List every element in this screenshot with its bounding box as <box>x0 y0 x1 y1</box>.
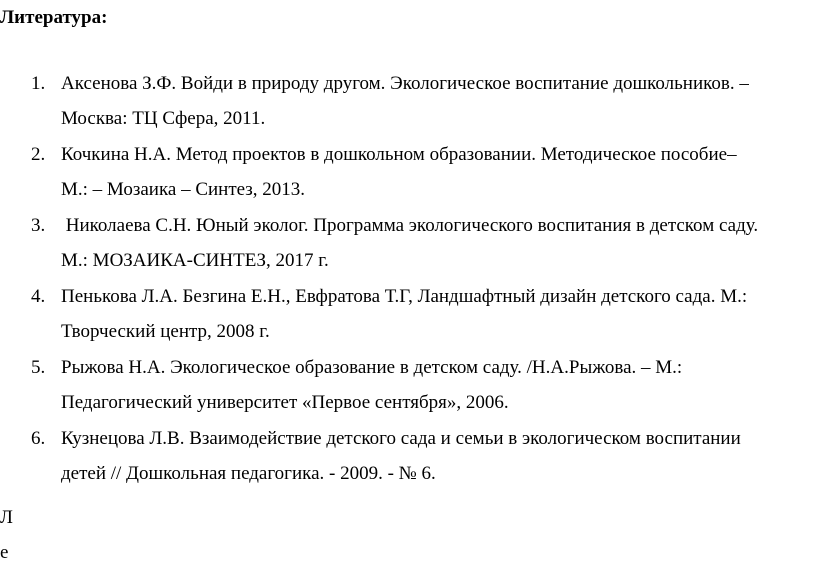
list-item-text: Рыжова Н.А. Экологическое образование в детском саду. /Н.А.Рыжова. – М.: <box>61 357 683 378</box>
list-item-text: Аксенова З.Ф. Войди в природу другом. Экологическое воспитание дошкольников. – <box>61 73 749 94</box>
list-item-number: 6. <box>31 428 46 449</box>
list-item <box>0 350 816 421</box>
list-item-text: Москва: ТЦ Сфера, 2011. <box>61 108 266 129</box>
truncated-text: Ле <box>0 507 13 563</box>
list-item-text: Николаева С.Н. Юный эколог. Программа экологического воспитания в детском саду. <box>61 215 759 236</box>
list-item-text: детей // Дошкольная педагогика. - 2009. - № 6. <box>61 463 436 484</box>
list-item-text: М.: – Мозаика – Синтез, 2013. <box>61 179 306 200</box>
page-title: Литература: <box>0 7 108 28</box>
list-item-number: 1. <box>31 73 46 94</box>
list-item <box>0 137 816 208</box>
list-item-number: 2. <box>31 144 46 165</box>
reference-list <box>0 66 816 492</box>
list-item <box>0 421 816 492</box>
list-item-number: 5. <box>31 357 46 378</box>
list-item-number: 4. <box>31 286 46 307</box>
list-item-text: М.: МОЗАИКА-СИНТЕЗ, 2017 г. <box>61 250 329 271</box>
list-item-text: Творческий центр, 2008 г. <box>61 321 270 342</box>
list-item-text: Пенькова Л.А. Безгина Е.Н., Евфратова Т.Г, Ландшафтный дизайн детского сада. М.: <box>61 286 748 307</box>
list-item <box>0 66 816 137</box>
list-item <box>0 279 816 350</box>
list-item-text: Кузнецова Л.В. Взаимодействие детского сада и семьи в экологическом воспитании <box>61 428 741 449</box>
list-item-text: Кочкина Н.А. Метод проектов в дошкольном образовании. Методическое пособие– <box>61 144 737 165</box>
list-item-number: 3. <box>31 215 46 236</box>
list-item-text: Педагогический университет «Первое сентября», 2006. <box>61 392 509 413</box>
list-item <box>0 208 816 279</box>
